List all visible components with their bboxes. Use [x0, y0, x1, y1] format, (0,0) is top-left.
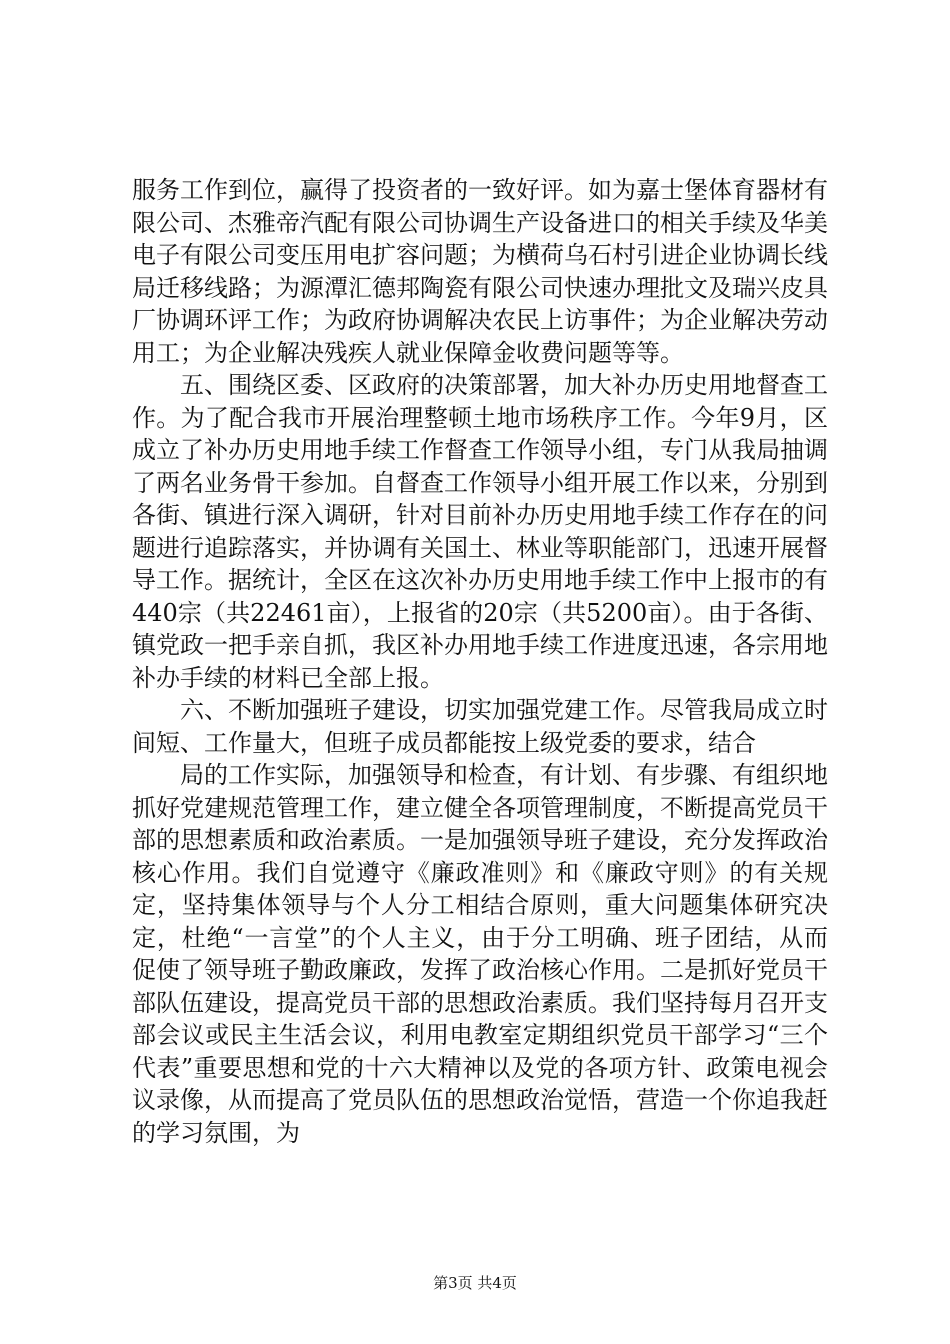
page-number-footer: 第3页 共4页	[433, 1274, 517, 1292]
body-text	[132, 174, 828, 1149]
paragraph-section-six: 六、不断加强班子建设，切实加强党建工作。尽管我局成立时间短、工作量大，但班子成员都能按上级党委的要求，结合	[132, 696, 828, 757]
paragraph-section-five: 五、围绕区委、区政府的决策部署，加大补办历史用地督查工作。为了配合我市开展治理整顿土地市场秩序工作。今年9月，区成立了补办历史用地手续工作督查工作领导小组，专门从我局抽调了两名业务骨干参加。自督查工作领导小组开展工作以来，分别到各街、镇进行深入调研，针对目前补办历史用地手续工作存在的问题进行追踪落实，并协调有关国土、林业等职能部门，迅速开展督导工作。据统计，全区在这次补办历史用地手续工作中上报市的有440宗（共22461亩），上报省的20宗（共5200亩）。由于各街、镇党政一把手亲自抓，我区补办用地手续工作进度迅速，各宗用地补办手续的材料已全部上报。	[132, 371, 828, 692]
paragraph-service-work: 服务工作到位，赢得了投资者的一致好评。如为嘉士堡体育器材有限公司、杰雅帝汽配有限公司协调生产设备进口的相关手续及华美电子有限公司变压用电扩容问题；为横荷乌石村引进企业协调长线局迁移线路；为源潭汇德邦陶瓷有限公司快速办理批文及瑞兴皮具厂协调环评工作；为政府协调解决农民上访事件；为企业解决劳动用工；为企业解决残疾人就业保障金收费问题等等。	[132, 176, 828, 367]
paragraph-party-building: 局的工作实际，加强领导和检查，有计划、有步骤、有组织地抓好党建规范管理工作，建立健全各项管理制度，不断提高党员干部的思想素质和政治素质。一是加强领导班子建设，充分发挥政治核心作用。我们自觉遵守《廉政准则》和《廉政守则》的有关规定，坚持集体领导与个人分工相结合原则，重大问题集体研究决定，杜绝“一言堂”的个人主义，由于分工明确、班子团结，从而促使了领导班子勤政廉政，发挥了政治核心作用。二是抓好党员干部队伍建设，提高党员干部的思想政治素质。我们坚持每月召开支部会议或民主生活会议，利用电教室定期组织党员干部学习“三个代表”重要思想和党的十六大精神以及党的各项方针、政策电视会议录像，从而提高了党员队伍的思想政治觉悟，营造一个你追我赶的学习氛围，为	[132, 761, 828, 1147]
